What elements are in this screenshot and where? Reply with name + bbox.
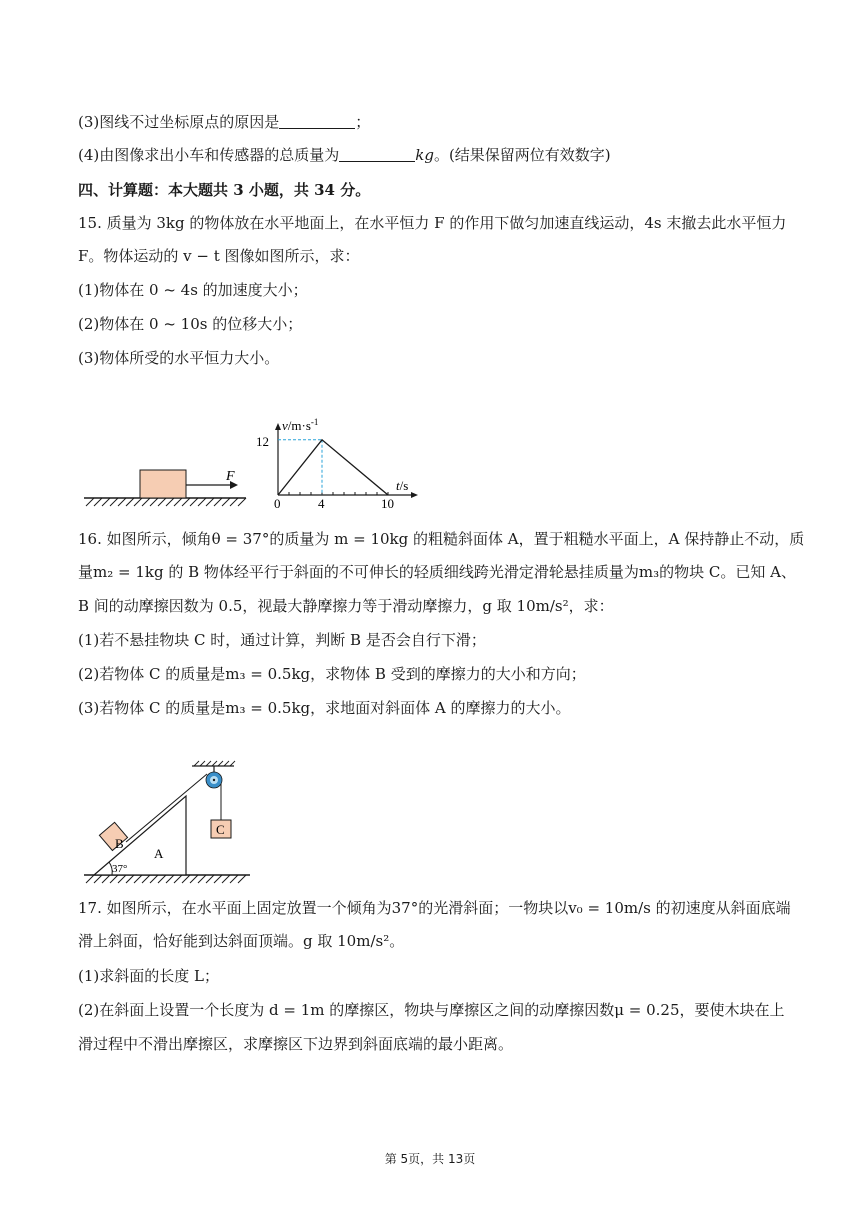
series-line — [278, 440, 388, 495]
q14-part3-end: ； — [355, 113, 371, 131]
q17-stem-line1: 17. 如图所示，在水平面上固定放置一个倾角为37°的光滑斜面；一物块以v₀ = 10m/s 的初速度从斜面底端 — [78, 899, 791, 917]
q15-block-figure — [80, 460, 260, 510]
y-axis-label: $v/m\cdot s^{-1}$ — [282, 417, 319, 433]
q14-part4-text: (4)由图像求出小车和传感器的总质量为 — [78, 146, 340, 164]
x-axis-arrow — [411, 492, 418, 498]
section-heading: 四、计算题：本大题共 3 小题，共 34 分。 — [78, 181, 371, 199]
block — [140, 470, 186, 498]
pulley-axle — [213, 779, 215, 781]
answer-blank — [339, 147, 415, 162]
q15-stem-line1: 15. 质量为 3kg 的物体放在水平地面上，在水平恒力 F 的作用下做匀加速直线运动，4s 末撤去此水平恒力 — [78, 214, 787, 232]
x-axis-label: t/s — [396, 478, 409, 493]
answer-blank — [279, 114, 355, 129]
x-tick-10: 10 — [381, 496, 394, 510]
y-tick-12: 12 — [256, 434, 269, 449]
q17-part2: (2)在斜面上设置一个长度为 d = 1m 的摩擦区，物块与摩擦区之间的动摩擦因数μ = 0.25，要使木块在上 — [78, 1001, 785, 1019]
q16-incline-figure — [80, 758, 260, 888]
q14-part3 — [78, 112, 790, 132]
q15-vt-graph — [250, 415, 430, 510]
q15-part3: (3)物体所受的水平恒力大小。 — [78, 349, 280, 367]
q16-part2: (2)若物体 C 的质量是m₃ = 0.5kg，求物体 B 受到的摩擦力的大小和方向； — [78, 665, 586, 683]
x-tick-4: 4 — [318, 496, 325, 510]
force-label: F — [226, 469, 235, 484]
q16-stem-line1: 16. 如图所示，倾角θ = 37°的质量为 m = 10kg 的粗糙斜面体 A，置于粗糙水平面上，A 保持静止不动，质 — [78, 530, 805, 548]
angle-label: 37° — [112, 863, 128, 875]
ground-hatch — [86, 875, 246, 883]
q17-stem-line2: 滑上斜面，恰好能到达斜面顶端。g 取 10m/s²。 — [78, 932, 405, 950]
q14-part3-text: (3)图线不过坐标原点的原因是 — [78, 113, 280, 131]
q16-part3: (3)若物体 C 的质量是m₃ = 0.5kg，求地面对斜面体 A 的摩擦力的大小。 — [78, 699, 571, 717]
q16-stem-line2: 量m₂ = 1kg 的 B 物体经平行于斜面的不可伸长的轻质细线跨光滑定滑轮悬挂质量为m₃的物块 C。已知 A、 — [78, 563, 796, 581]
ground-hatch — [86, 498, 246, 506]
q15-part2: (2)物体在 0 ~ 10s 的位移大小； — [78, 315, 303, 333]
q16-stem-line3: B 间的动摩擦因数为 0.5，视最大静摩擦力等于滑动摩擦力，g 取 10m/s²，求： — [78, 597, 614, 615]
page-footer: 第 5页，共 13页 — [384, 1152, 476, 1166]
q17-part3: 滑过程中不滑出摩擦区，求摩擦区下边界到斜面底端的最小距离。 — [78, 1035, 514, 1053]
q15-stem-line2: F。物体运动的 v − t 图像如图所示，求： — [78, 247, 360, 265]
ceiling-hatch — [194, 761, 235, 766]
q16-part1: (1)若不悬挂物块 C 时，通过计算，判断 B 是否会自行下滑； — [78, 631, 486, 649]
wedge-label: A — [154, 846, 164, 861]
q17-part1: (1)求斜面的长度 L； — [78, 967, 219, 985]
x-tick-0: 0 — [274, 496, 281, 510]
block-c-label: C — [216, 822, 225, 837]
block-b-label: B — [115, 836, 124, 851]
q14-part4 — [78, 145, 790, 165]
q14-part4-unit: kg — [415, 146, 434, 164]
q14-part4-note: 。(结果保留两位有效数字) — [433, 146, 611, 164]
y-axis-arrow — [275, 423, 281, 430]
q15-part1: (1)物体在 0 ~ 4s 的加速度大小； — [78, 281, 308, 299]
